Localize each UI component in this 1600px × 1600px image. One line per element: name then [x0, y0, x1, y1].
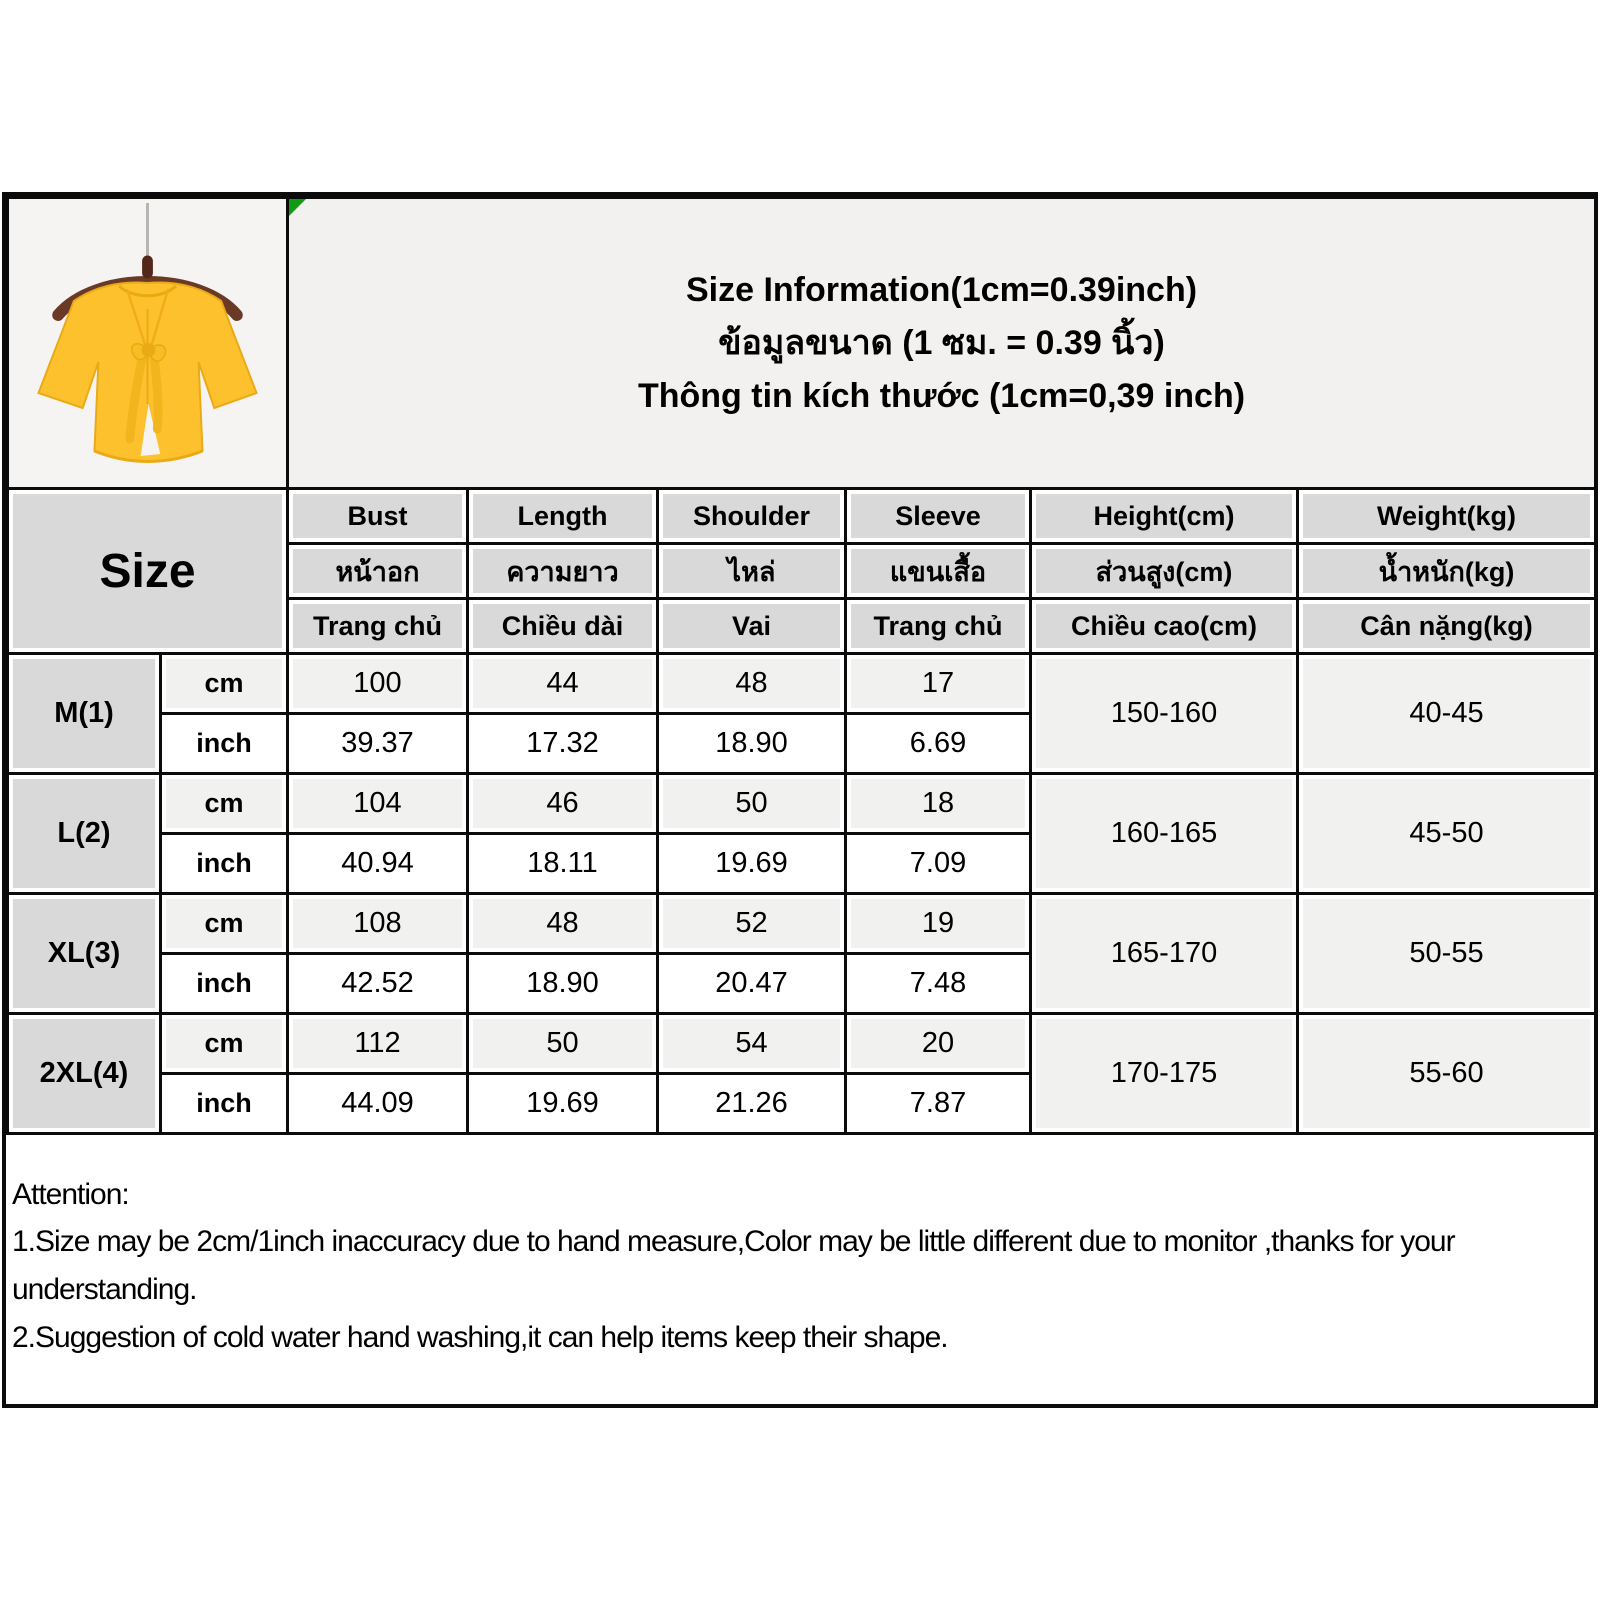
value-l2-sleeve-inch: 7.09	[846, 834, 1031, 894]
col-header-bust-vi: Trang chủ	[288, 599, 468, 654]
title-vietnamese: Thông tin kích thước (1cm=0,39 inch)	[637, 376, 1246, 415]
col-header-shoulder-vi: Vai	[658, 599, 846, 654]
col-header-shoulder-en: Shoulder	[658, 489, 846, 544]
size-table	[6, 196, 1597, 1135]
value-2xl4-length-inch: 19.69	[468, 1074, 658, 1134]
col-header-sleeve-en: Sleeve	[846, 489, 1031, 544]
value-2xl4-length-cm: 50	[468, 1014, 658, 1074]
attention-heading: Attention:	[12, 1178, 129, 1211]
value-m1-length-inch: 17.32	[468, 714, 658, 774]
value-2xl4-weight: 55-60	[1298, 1014, 1596, 1134]
value-2xl4-bust-cm: 112	[288, 1014, 468, 1074]
value-2xl4-sleeve-cm: 20	[846, 1014, 1031, 1074]
size-label-m1: M(1)	[8, 654, 161, 774]
table-row-xl3-cm	[8, 894, 1596, 954]
value-xl3-height: 165-170	[1031, 894, 1298, 1014]
value-l2-length-cm: 46	[468, 774, 658, 834]
value-m1-shoulder-cm: 48	[658, 654, 846, 714]
value-xl3-length-inch: 18.90	[468, 954, 658, 1014]
value-l2-bust-inch: 40.94	[288, 834, 468, 894]
top-row	[8, 198, 1596, 489]
value-xl3-sleeve-inch: 7.48	[846, 954, 1031, 1014]
attention-section	[6, 1168, 1590, 1402]
col-header-sleeve-th: แขนเสื้อ	[846, 544, 1031, 599]
attention-item-2: 2.Suggestion of cold water hand washing,it can help items keep their shape.	[12, 1321, 948, 1354]
value-2xl4-bust-inch: 44.09	[288, 1074, 468, 1134]
value-2xl4-sleeve-inch: 7.87	[846, 1074, 1031, 1134]
value-2xl4-shoulder-cm: 54	[658, 1014, 846, 1074]
title-cell	[288, 198, 1596, 489]
size-label-xl3: XL(3)	[8, 894, 161, 1014]
table-row-l2-cm	[8, 774, 1596, 834]
col-header-length-vi: Chiều dài	[468, 599, 658, 654]
col-header-shoulder-th: ไหล่	[658, 544, 846, 599]
title-english: Size Information(1cm=0.39inch)	[685, 270, 1198, 309]
value-xl3-shoulder-cm: 52	[658, 894, 846, 954]
value-2xl4-height: 170-175	[1031, 1014, 1298, 1134]
unit-label-inch: inch	[161, 1074, 288, 1134]
value-m1-bust-inch: 39.37	[288, 714, 468, 774]
unit-label-inch: inch	[161, 954, 288, 1014]
table-row-2xl4-cm	[8, 1014, 1596, 1074]
unit-label-cm: cm	[161, 774, 288, 834]
col-header-weight-en: Weight(kg)	[1298, 489, 1596, 544]
value-xl3-weight: 50-55	[1298, 894, 1596, 1014]
value-xl3-length-cm: 48	[468, 894, 658, 954]
col-header-height-vi: Chiều cao(cm)	[1031, 599, 1298, 654]
value-l2-bust-cm: 104	[288, 774, 468, 834]
value-m1-weight: 40-45	[1298, 654, 1596, 774]
value-l2-length-inch: 18.11	[468, 834, 658, 894]
unit-label-cm: cm	[161, 894, 288, 954]
product-photo-blouse	[9, 199, 286, 487]
value-xl3-sleeve-cm: 19	[846, 894, 1031, 954]
value-l2-shoulder-inch: 19.69	[658, 834, 846, 894]
value-m1-height: 150-160	[1031, 654, 1298, 774]
value-xl3-bust-inch: 42.52	[288, 954, 468, 1014]
value-m1-bust-cm: 100	[288, 654, 468, 714]
value-m1-shoulder-inch: 18.90	[658, 714, 846, 774]
col-header-length-th: ความยาว	[468, 544, 658, 599]
value-l2-height: 160-165	[1031, 774, 1298, 894]
corner-flag-icon	[289, 199, 306, 216]
unit-label-inch: inch	[161, 834, 288, 894]
value-m1-sleeve-inch: 6.69	[846, 714, 1031, 774]
value-m1-sleeve-cm: 17	[846, 654, 1031, 714]
value-l2-sleeve-cm: 18	[846, 774, 1031, 834]
attention-item-1: 1.Size may be 2cm/1inch inaccuracy due to hand measure,Color may be little different due to monitor ,thanks for your understanding.	[12, 1225, 1455, 1306]
product-photo-cell	[8, 198, 288, 489]
unit-label-cm: cm	[161, 1014, 288, 1074]
col-header-weight-vi: Cân nặng(kg)	[1298, 599, 1596, 654]
value-l2-weight: 45-50	[1298, 774, 1596, 894]
value-l2-shoulder-cm: 50	[658, 774, 846, 834]
table-row-m1-cm	[8, 654, 1596, 714]
col-header-bust-th: หน้าอก	[288, 544, 468, 599]
col-header-height-th: ส่วนสูง(cm)	[1031, 544, 1298, 599]
size-corner-label: Size	[8, 489, 288, 654]
col-header-weight-th: น้ำหนัก(kg)	[1298, 544, 1596, 599]
col-header-sleeve-vi: Trang chủ	[846, 599, 1031, 654]
unit-label-inch: inch	[161, 714, 288, 774]
unit-label-cm: cm	[161, 654, 288, 714]
value-m1-length-cm: 44	[468, 654, 658, 714]
size-chart-box	[2, 192, 1598, 1408]
size-label-2xl4: 2XL(4)	[8, 1014, 161, 1134]
col-header-height-en: Height(cm)	[1031, 489, 1298, 544]
col-header-length-en: Length	[468, 489, 658, 544]
header-row-english	[8, 489, 1596, 544]
title-thai: ข้อมูลขนาด (1 ซม. = 0.39 นิ้ว)	[718, 323, 1165, 362]
col-header-bust-en: Bust	[288, 489, 468, 544]
value-2xl4-shoulder-inch: 21.26	[658, 1074, 846, 1134]
value-xl3-bust-cm: 108	[288, 894, 468, 954]
bow-knot	[142, 343, 156, 357]
value-xl3-shoulder-inch: 20.47	[658, 954, 846, 1014]
ribbon-right	[153, 351, 158, 429]
size-label-l2: L(2)	[8, 774, 161, 894]
